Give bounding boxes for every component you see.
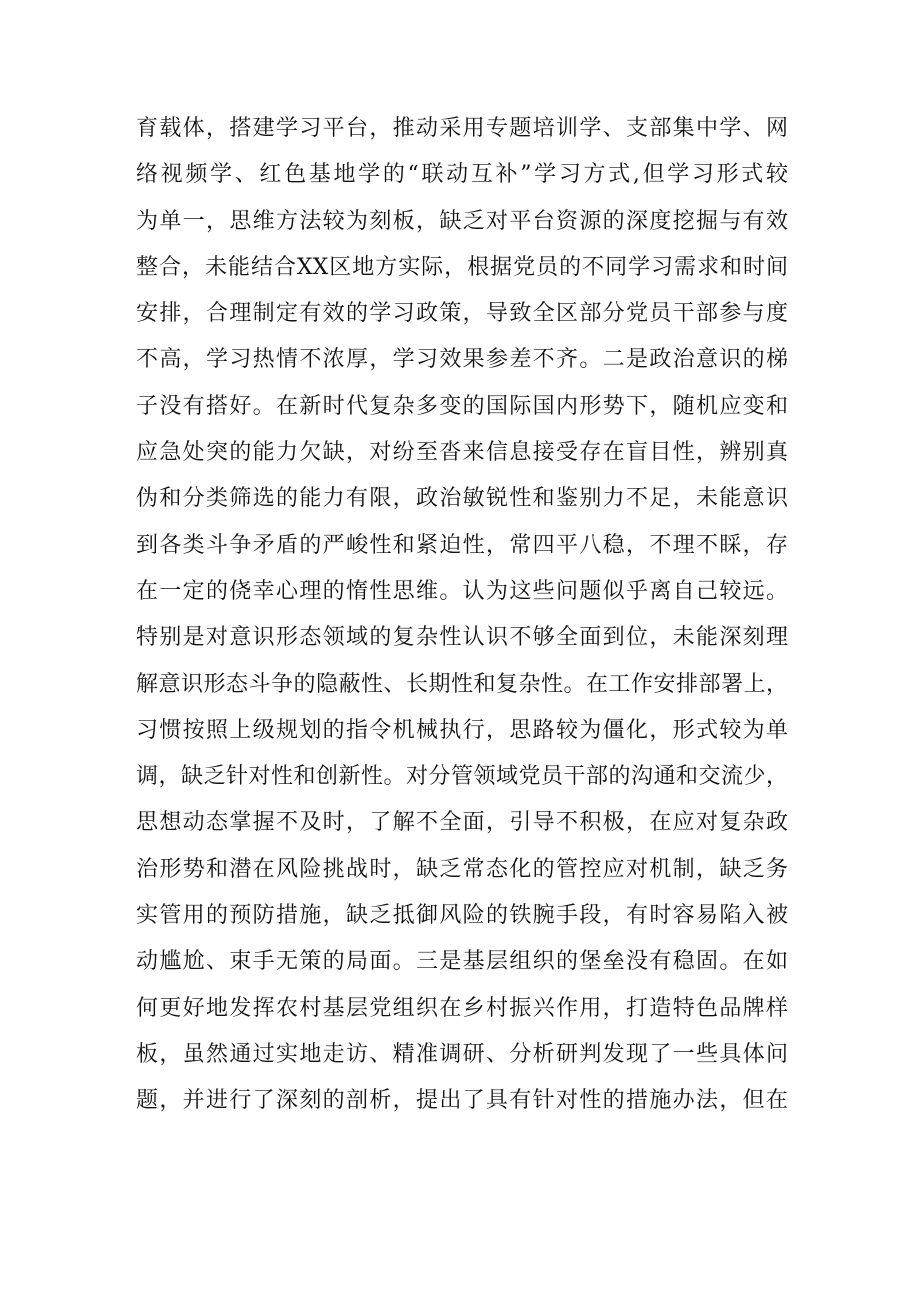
text-line: 不高，学习热情不浓厚，学习效果参差不齐。二是政治意识的梯 <box>136 347 788 373</box>
text-line: 治形势和潜在风险挑战时，缺乏常态化的管控应对机制，缺乏务 <box>136 856 788 882</box>
text-line: 育载体，搭建学习平台，推动采用专题培训学、支部集中学、网 <box>136 116 788 141</box>
text-line: 络视频学、红色基地学的“联动互补”学习方式,但学习形式较 <box>136 162 788 188</box>
text-line: 为单一，思维方法较为刻板，缺乏对平台资源的深度挖掘与有效 <box>136 208 788 234</box>
text-line: 何更好地发挥农村基层党组织在乡村振兴作用，打造特色品牌样 <box>136 995 788 1021</box>
text-line: 伪和分类筛选的能力有限，政治敏锐性和鉴别力不足，未能意识 <box>136 486 788 512</box>
text-line: 解意识形态斗争的隐蔽性、长期性和复杂性。在工作安排部署上， <box>136 671 788 697</box>
text-line: 题，并进行了深刻的剖析，提出了具有针对性的措施办法，但在 <box>136 1088 788 1114</box>
text-line: 调，缺乏针对性和创新性。对分管领域党员干部的沟通和交流少， <box>136 764 788 790</box>
text-line: 在一定的侥幸心理的惰性思维。认为这些问题似乎离自己较远。 <box>136 578 788 604</box>
text-line: 习惯按照上级规划的指令机械执行，思路较为僵化，形式较为单 <box>136 717 788 743</box>
body-text <box>136 106 788 1125</box>
text-line: 板，虽然通过实地走访、精准调研、分析研判发现了一些具体问 <box>136 1041 788 1067</box>
text-line: 整合，未能结合XX区地方实际，根据党员的不同学习需求和时间 <box>136 254 788 280</box>
text-line: 子没有搭好。在新时代复杂多变的国际国内形势下，随机应变和 <box>136 393 788 419</box>
text-line: 实管用的预防措施，缺乏抵御风险的铁腕手段，有时容易陷入被 <box>136 903 788 929</box>
text-line: 思想动态掌握不及时，了解不全面，引导不积极，在应对复杂政 <box>136 810 788 836</box>
text-line: 安排，合理制定有效的学习政策，导致全区部分党员干部参与度 <box>136 301 788 327</box>
text-line: 到各类斗争矛盾的严峻性和紧迫性，常四平八稳，不理不睬，存 <box>136 532 788 558</box>
text-line: 特别是对意识形态领域的复杂性认识不够全面到位，未能深刻理 <box>136 625 788 651</box>
text-line: 应急处突的能力欠缺，对纷至沓来信息接受存在盲目性，辨别真 <box>136 440 788 466</box>
text-line: 动尴尬、束手无策的局面。三是基层组织的堡垒没有稳固。在如 <box>136 949 788 975</box>
